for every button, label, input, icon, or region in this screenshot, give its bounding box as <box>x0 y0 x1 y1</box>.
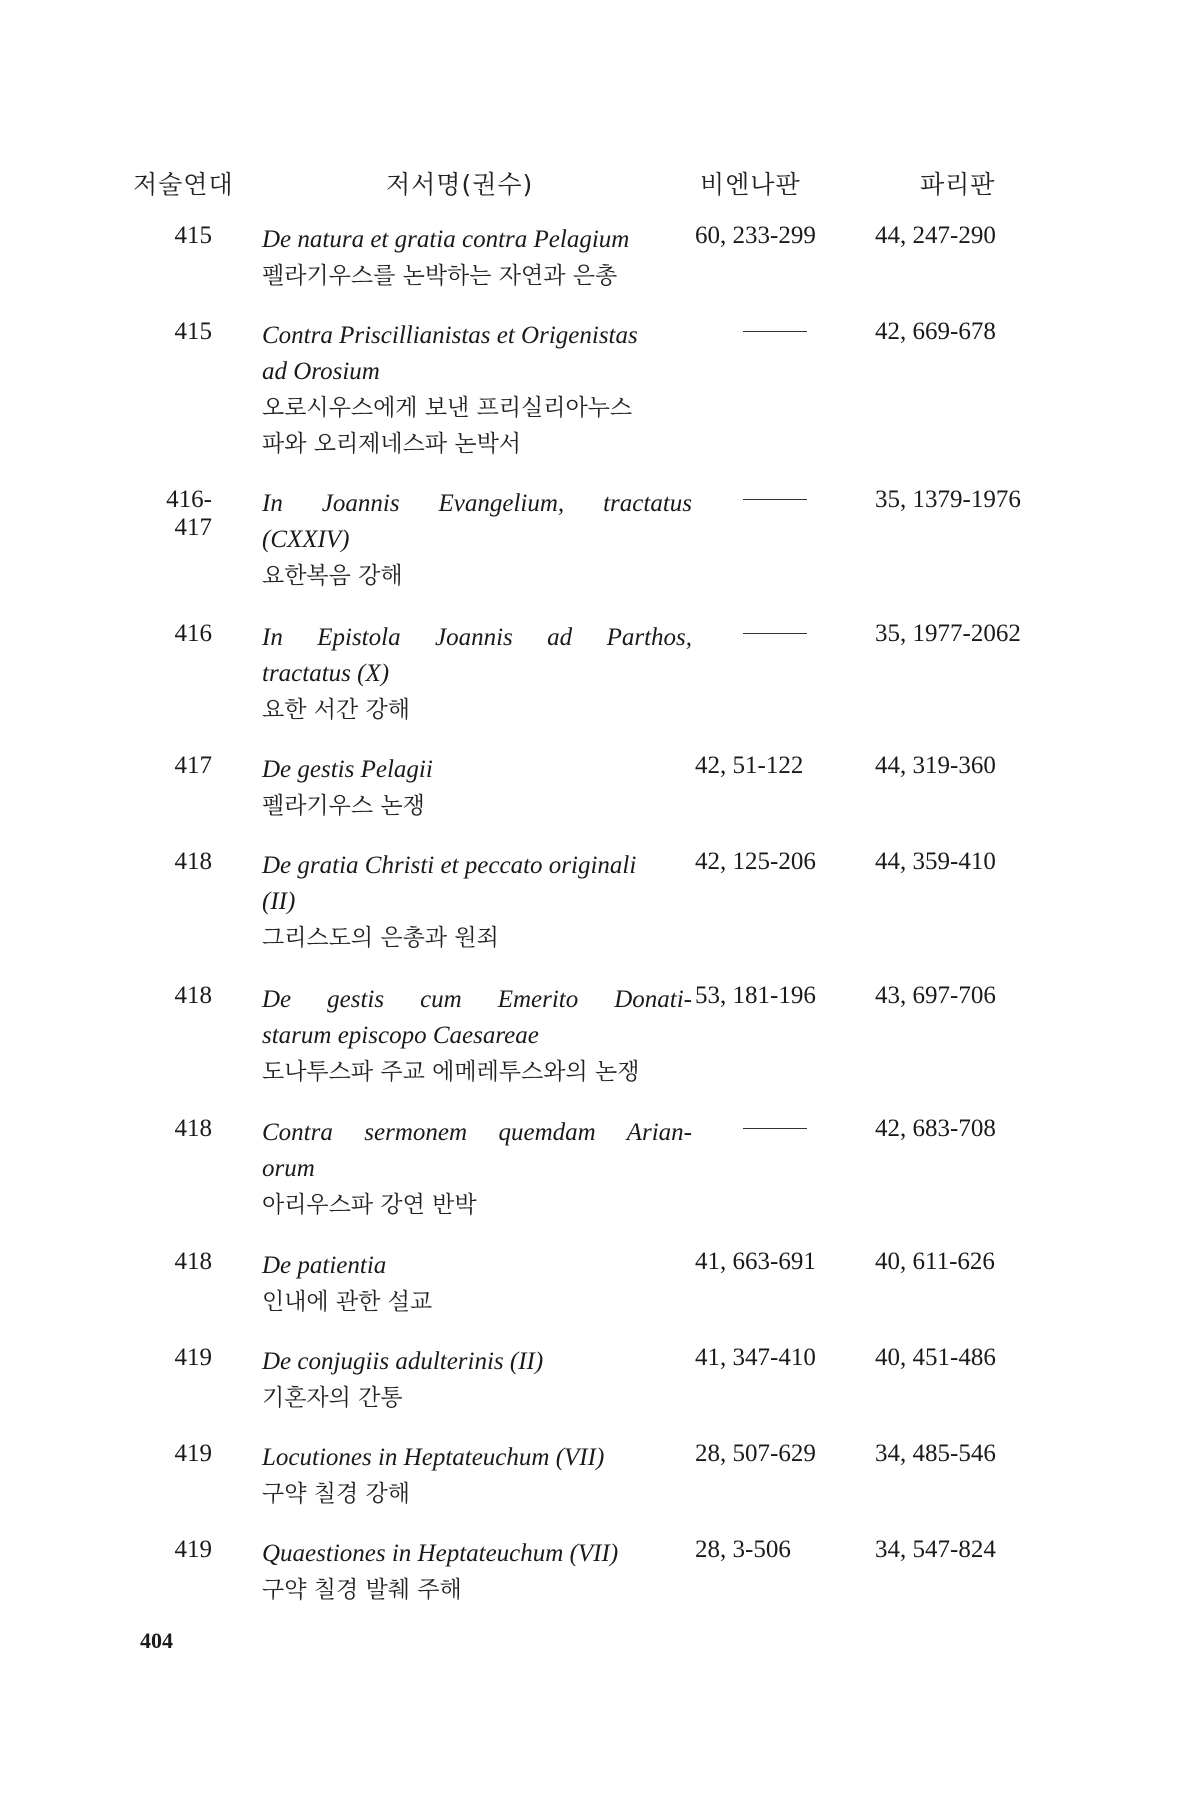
entry-paris-ref: 35, 1977-2062 <box>875 620 1021 647</box>
entry-korean-title: 아리우스파 강연 반박 <box>262 1192 477 1218</box>
entry-title-block <box>262 1115 692 1223</box>
entry-year: 418 <box>174 982 212 1009</box>
entry-paris-ref: 43, 697-706 <box>875 982 996 1009</box>
entry-latin-title: Quaestiones in Heptateuchum (VII) <box>262 1540 619 1567</box>
entry-year: 418 <box>174 1248 212 1275</box>
entry-title-block <box>262 752 692 824</box>
entry-paris-ref: 40, 451-486 <box>875 1344 996 1371</box>
entry-korean-title: 도나투스파 주교 에메레투스와의 논쟁 <box>262 1059 640 1085</box>
entry-vienna-ref: 28, 507-629 <box>695 1440 816 1467</box>
entry-vienna-dash <box>743 633 807 634</box>
entry-vienna-ref <box>695 486 807 514</box>
header-paris: 파리판 <box>920 170 996 199</box>
entry-paris-ref: 44, 319-360 <box>875 752 996 779</box>
entry-year: 416 <box>174 620 212 647</box>
entry-korean-title: 펠라기우스 논쟁 <box>262 793 425 819</box>
entry-vienna-dash <box>743 331 807 332</box>
entry-paris-ref: 35, 1379-1976 <box>875 486 1021 513</box>
entry-latin-title: In Joannis Evangelium, tractatus <box>262 490 692 517</box>
entry-latin-title: De gratia Christi et peccato originali <box>262 852 637 879</box>
entry-paris-ref: 34, 547-824 <box>875 1536 996 1563</box>
entry-latin-title: (CXXIV) <box>262 526 350 553</box>
entry-korean-title: 파와 오리제네스파 논박서 <box>262 431 522 457</box>
entry-korean-title: 구약 칠경 발췌 주해 <box>262 1577 462 1603</box>
entry-latin-title: Contra Priscillianistas et Origenistas <box>262 322 638 349</box>
entry-title-block <box>262 848 692 956</box>
page-number: 404 <box>140 1628 173 1653</box>
entry-korean-title: 요한복음 강해 <box>262 563 403 589</box>
entry-latin-title: tractatus (X) <box>262 660 390 687</box>
entry-korean-title: 펠라기우스를 논박하는 자연과 은총 <box>262 263 618 289</box>
entry-latin-title: De conjugiis adulterinis (II) <box>262 1348 544 1375</box>
entry-year: 419 <box>174 1440 212 1467</box>
entry-vienna-ref: 41, 347-410 <box>695 1344 816 1371</box>
entry-vienna-ref: 28, 3-506 <box>695 1536 791 1563</box>
entry-paris-ref: 42, 683-708 <box>875 1115 996 1142</box>
entry-vienna-dash <box>743 1128 807 1129</box>
entry-title-block <box>262 620 692 728</box>
entry-latin-title: orum <box>262 1155 315 1182</box>
entry-title-block <box>262 1248 692 1320</box>
entry-title-block <box>262 1344 692 1416</box>
entry-paris-ref: 34, 485-546 <box>875 1440 996 1467</box>
entry-paris-ref: 44, 359-410 <box>875 848 996 875</box>
entry-year: 417 <box>174 752 212 779</box>
entry-latin-title: Contra sermonem quemdam Arian- <box>262 1119 692 1146</box>
entry-korean-title: 그리스도의 은총과 원죄 <box>262 925 499 951</box>
entry-year: 416-417 <box>166 486 212 541</box>
entry-korean-title: 요한 서간 강해 <box>262 697 410 723</box>
entry-vienna-ref: 60, 233-299 <box>695 222 816 249</box>
entry-korean-title: 구약 칠경 강해 <box>262 1481 410 1507</box>
entry-title-block <box>262 982 692 1090</box>
entry-vienna-ref: 41, 663-691 <box>695 1248 816 1275</box>
entry-korean-title: 인내에 관한 설교 <box>262 1289 433 1315</box>
entry-vienna-ref <box>695 318 807 346</box>
entry-korean-title: 기혼자의 간통 <box>262 1385 403 1411</box>
entry-latin-title: De natura et gratia contra Pelagium <box>262 226 630 253</box>
entry-latin-title: ad Orosium <box>262 358 380 385</box>
entry-year: 419 <box>174 1536 212 1563</box>
entry-title-block <box>262 318 692 462</box>
entry-vienna-ref: 42, 125-206 <box>695 848 816 875</box>
entry-year: 418 <box>174 848 212 875</box>
entry-title-block <box>262 1536 692 1608</box>
entry-paris-ref: 42, 669-678 <box>875 318 996 345</box>
entry-title-block <box>262 222 692 294</box>
entry-latin-title: In Epistola Joannis ad Parthos, <box>262 624 692 651</box>
entry-year: 418 <box>174 1115 212 1142</box>
entry-paris-ref: 40, 611-626 <box>875 1248 995 1275</box>
entry-vienna-ref: 42, 51-122 <box>695 752 804 779</box>
entry-year: 415 <box>174 318 212 345</box>
entry-vienna-ref <box>695 620 807 648</box>
entry-year: 415 <box>174 222 212 249</box>
entry-latin-title: (II) <box>262 888 296 915</box>
entry-latin-title: De gestis cum Emerito Donati- <box>262 986 692 1013</box>
entry-paris-ref: 44, 247-290 <box>875 222 996 249</box>
header-year: 저술연대 <box>133 170 234 199</box>
entry-latin-title: De patientia <box>262 1252 387 1279</box>
header-vienna: 비엔나판 <box>700 170 801 199</box>
entry-vienna-ref <box>695 1115 807 1143</box>
entry-year: 419 <box>174 1344 212 1371</box>
entry-korean-title: 오로시우스에게 보낸 프리실리아누스 <box>262 395 633 421</box>
entry-latin-title: Locutiones in Heptateuchum (VII) <box>262 1444 605 1471</box>
entry-latin-title: starum episcopo Caesareae <box>262 1022 539 1049</box>
entry-vienna-dash <box>743 499 807 500</box>
entry-title-block <box>262 486 692 594</box>
header-title: 저서명(권수) <box>386 170 534 199</box>
entry-vienna-ref: 53, 181-196 <box>695 982 816 1009</box>
entry-latin-title: De gestis Pelagii <box>262 756 433 783</box>
entry-title-block <box>262 1440 692 1512</box>
